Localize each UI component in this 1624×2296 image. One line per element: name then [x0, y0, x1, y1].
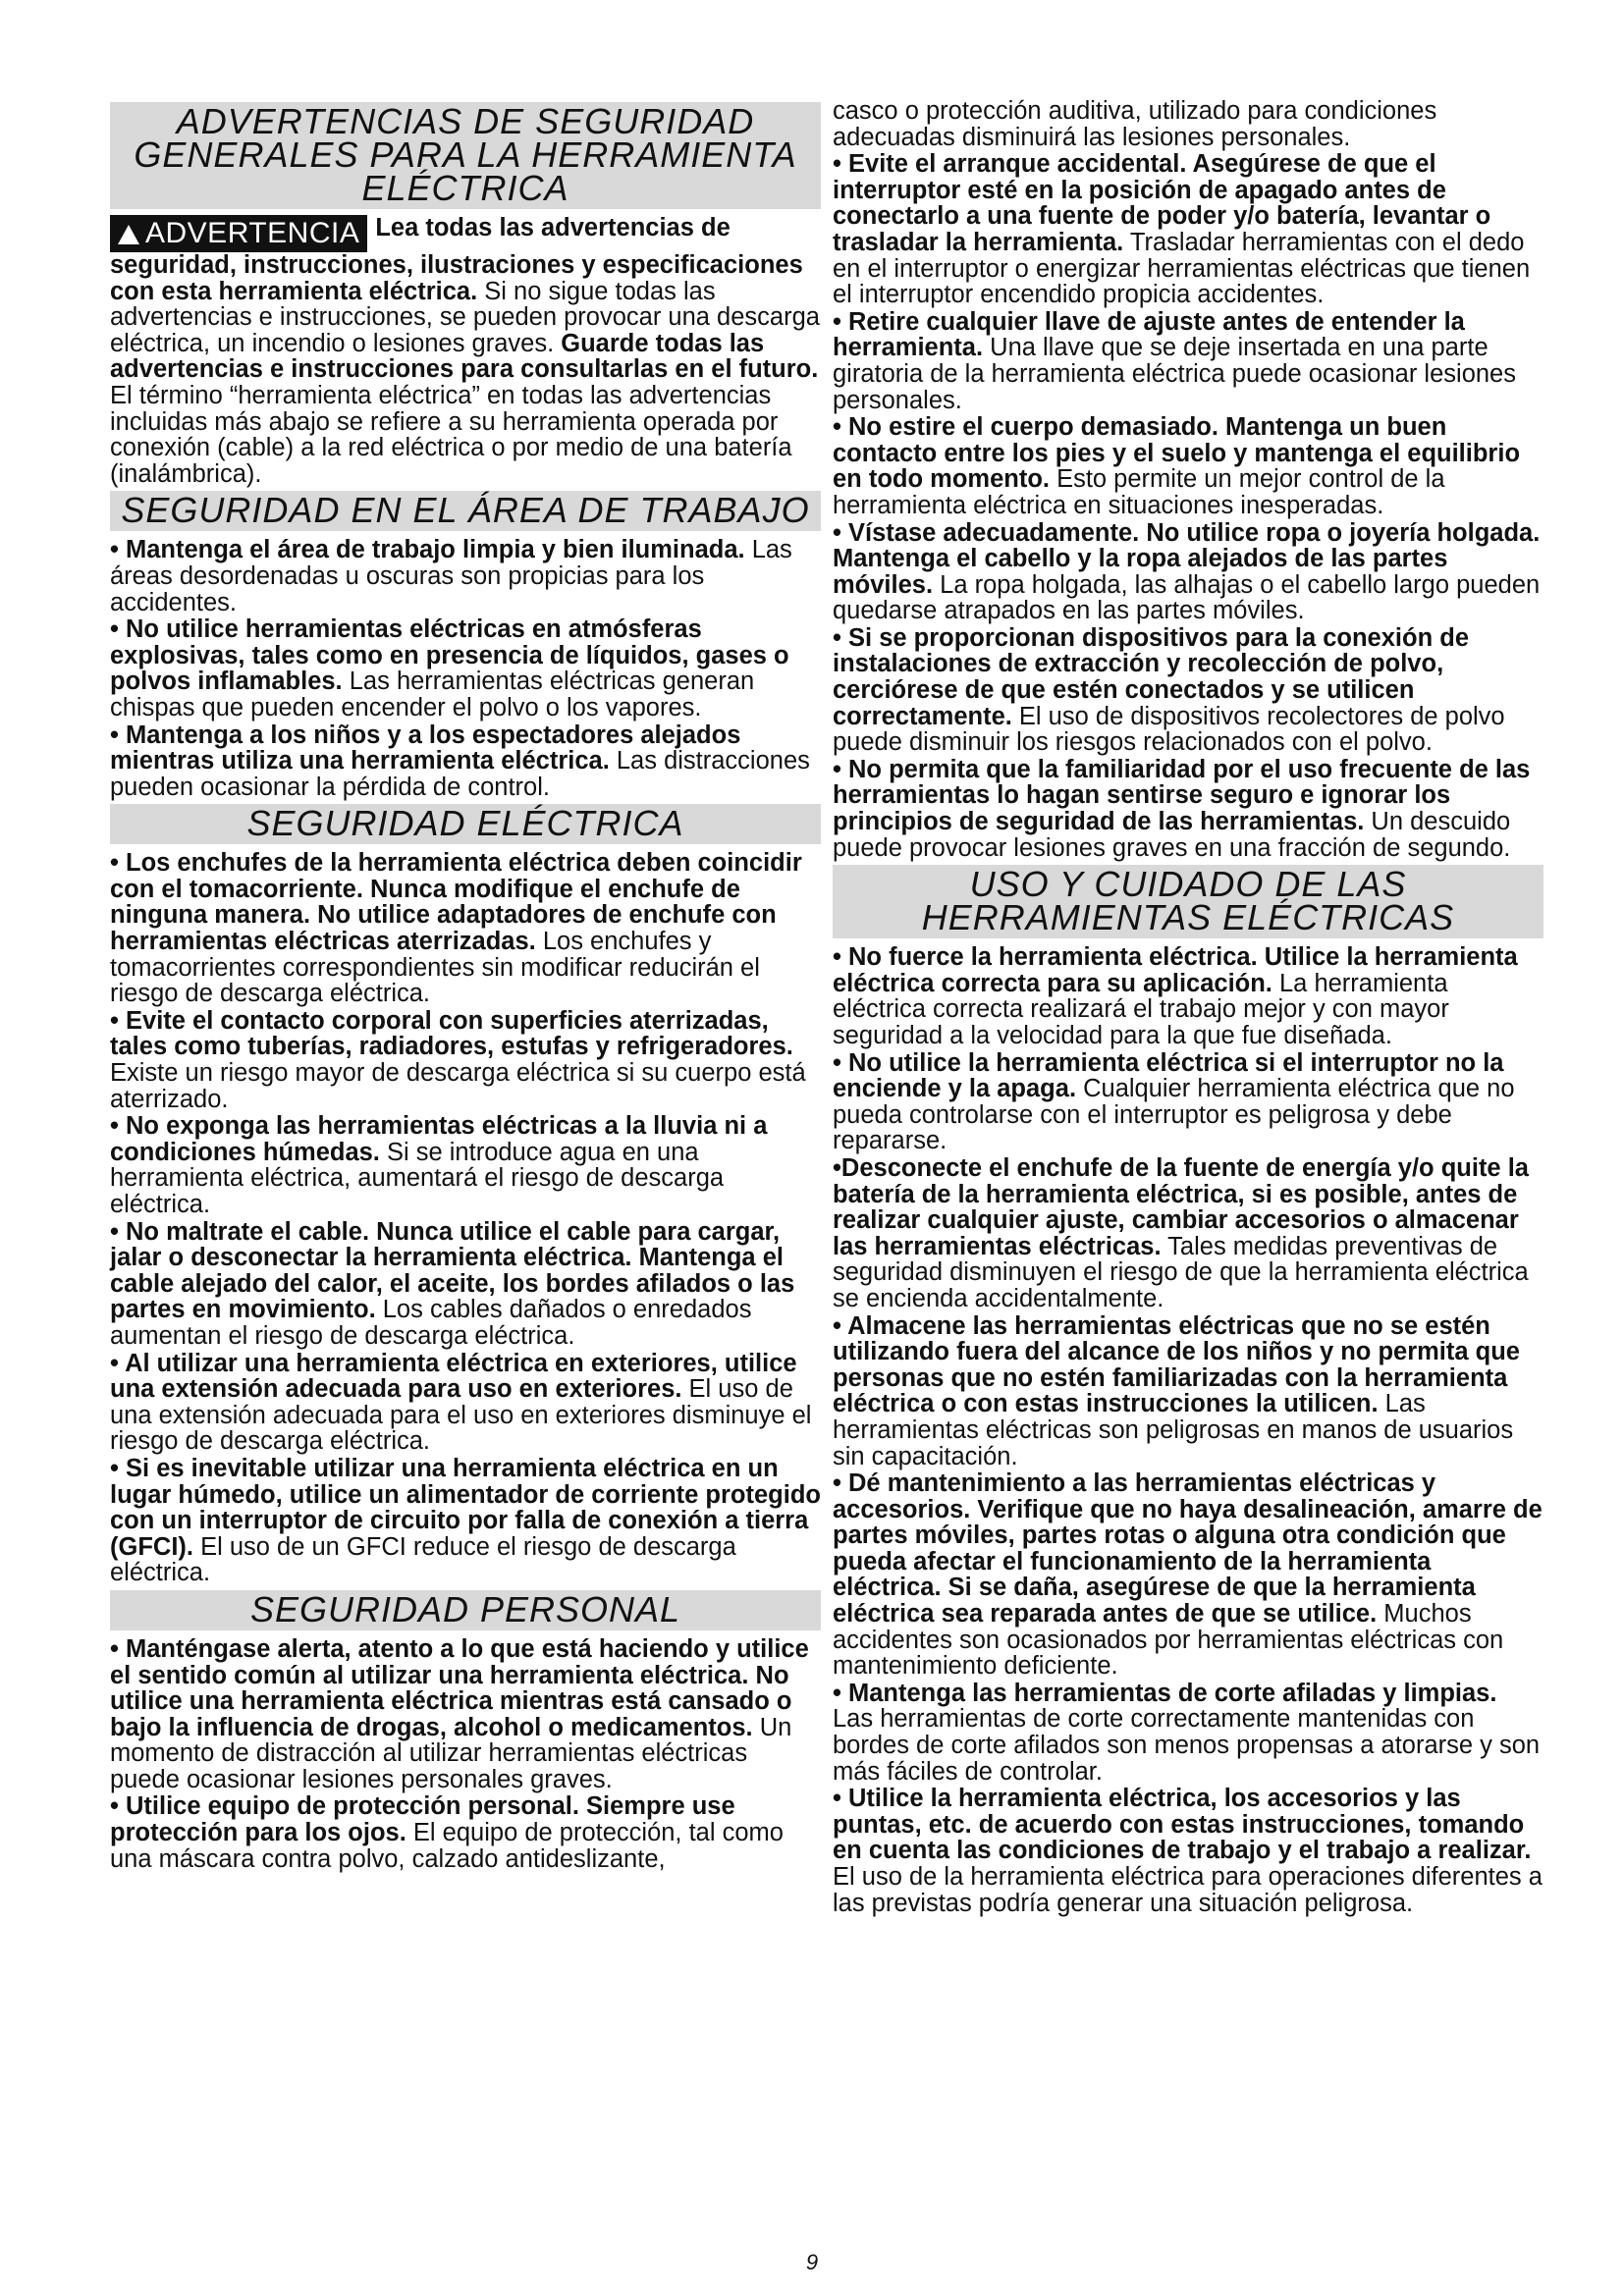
list-item: • Retire cualquier llave de ajuste antes de entender la herramienta. Una llave que se deje insertada en una parte giratoria de la herramienta eléctrica puede ocasionar lesiones personales. [833, 307, 1516, 414]
warning-paragraph [110, 215, 821, 487]
list-item: • Evite el arranque accidental. Asegúrese de que el interruptor esté en la posición de apagado antes de conectarlo a una fuente de poder y/o batería, levantar o trasladar la herramienta. Trasladar herramientas con el dedo en el interruptor o energizar herramientas eléctricas que tienen el interruptor encendido propicia accidentes. [833, 150, 1531, 309]
list-item: • Vístase adecuadamente. No utilice ropa o joyería holgada. Mantenga el cabello y la ropa alejados de las partes móviles. La ropa holgada, las alhajas o el cabello largo pueden quedarse atrapados en las partes móviles. [833, 518, 1541, 625]
list-item: • Mantenga las herramientas de corte afiladas y limpias. Las herramientas de corte correctamente mantenidas con bordes de corte afilados son menos propensas a atorarse y son más fáciles de controlar. [833, 1679, 1541, 1786]
list-item: • Dé mantenimiento a las herramientas eléctricas y accesorios. Verifique que no haya desalineación, amarre de partes móviles, partes rotas o alguna otra condición que pueda afectar el funcionamiento de la herramienta eléctrica. Si se daña, asegúrese de que la herramienta eléctrica sea reparada antes de que se utilice. Muchos accidentes son ocasionados por herramientas eléctricas con mantenimiento deficiente. [833, 1469, 1543, 1681]
list-item: • No utilice la herramienta eléctrica si el interruptor no la enciende y la apaga. Cualquier herramienta eléctrica que no pueda controlarse con el interruptor es peligrosa y debe repararse. [833, 1048, 1515, 1155]
warning-badge-label: ADVERTENCIA [145, 217, 360, 249]
list-item: • No estire el cuerpo demasiado. Mantenga un buen contacto entre los pies y el suelo y mantenga el equilibrio en todo momento. Esto permite un mejor control de la herramienta eléctrica en situaciones inesperadas. [833, 413, 1521, 519]
header-general-safety: ADVERTENCIAS DE SEGURIDAD GENERALES PARA LA HERRAMIENTA ELÉCTRICA [110, 102, 821, 209]
header-electrical: SEGURIDAD ELÉCTRICA [110, 804, 821, 844]
list-item: • Evite el contacto corporal con superficies aterrizadas, tales como tuberías, radiadores, estufas y refrigeradores. Existe un riesgo mayor de descarga eléctrica si su cuerpo está aterrizado. [110, 1006, 806, 1113]
list-item: • Utilice la herramienta eléctrica, los accesorios y las puntas, etc. de acuerdo con estas instrucciones, tomando en cuenta las condiciones de trabajo y el trabajo a realizar. El uso de la herramienta eléctrica para operaciones diferentes a las previstas podría generar una situación peligrosa. [833, 1785, 1543, 1917]
list-item: • No permita que la familiaridad por el uso frecuente de las herramientas lo hagan sentirse seguro e ignorar los principios de seguridad de las herramientas. Un descuido puede provocar lesiones graves en una fracción de segundo. [833, 755, 1531, 862]
list-item: • Los enchufes de la herramienta eléctrica deben coincidir con el tomacorriente. Nunca modifique el enchufe de ninguna manera. No utilice adaptadores de enchufe con herramientas eléctricas aterrizadas. Los enchufes y tomacorrientes correspondientes sin modificar reducirán el riesgo de descarga eléctrica. [110, 849, 802, 1008]
page-number: 9 [805, 2250, 819, 2274]
warning-bold-1: Lea todas las advertencias de seguridad, instrucciones, ilustraciones y especificaciones con esta herramienta eléctrica. [110, 214, 803, 305]
list-item: • Utilice equipo de protección personal. Siempre use protección para los ojos. El equipo de protección, tal como una máscara contra polvo, calzado antideslizante, [110, 1792, 784, 1873]
left-column [110, 98, 821, 1873]
warning-text-2: El término “herramienta eléctrica” en todas las advertencias incluidas más abajo se refiere a su herramienta operada por conexión (cable) a la red eléctrica o por medio de una batería (inalámbrica). [110, 381, 792, 488]
header-work-area: SEGURIDAD EN EL ÁREA DE TRABAJO [110, 491, 821, 531]
list-item: • No maltrate el cable. Nunca utilice el cable para cargar, jalar o desconectar la herramienta eléctrica. Mantenga el cable alejado del calor, el aceite, los bordes afilados o las partes en movimiento. Los cables dañados o enredados aumentan el riesgo de descarga eléctrica. [110, 1217, 795, 1350]
list-item: • Mantenga el área de trabajo limpia y bien iluminada. Las áreas desordenadas u oscuras son propicias para los accidentes. [110, 536, 792, 616]
list-item: • Manténgase alerta, atento a lo que está haciendo y utilice el sentido común al utilizar una herramienta eléctrica. No utilice una herramienta eléctrica mientras está cansado o bajo la influencia de drogas, alcohol o medicamentos. Un momento de distracción al utilizar herramientas eléctricas puede ocasionar lesiones personales graves. [110, 1634, 809, 1793]
right-column [833, 98, 1543, 1917]
list-item: • Almacene las herramientas eléctricas que no se estén utilizando fuera del alcance de los niños y no permita que personas que no estén familiarizadas con la herramienta eléctrica o con estas instrucciones la utilicen. Las herramientas eléctricas son peligrosas en manos de usuarios sin capacitación. [833, 1311, 1520, 1470]
warning-triangle-icon [118, 225, 139, 244]
warning-badge [110, 215, 367, 252]
list-item: • No utilice herramientas eléctricas en atmósferas explosivas, tales como en presencia de líquidos, gases o polvos inflamables. Las herramientas eléctricas generan chispas que pueden encender el polvo o los vapores. [110, 615, 789, 721]
list-item: •Desconecte el enchufe de la fuente de energía y/o quite la batería de la herramienta eléctrica, si es posible, antes de realizar cualquier ajuste, cambiar accesorios o almacenar las herramientas eléctricas. Tales medidas preventivas de seguridad disminuyen el riesgo de que la herramienta eléctrica se encienda accidentalmente. [833, 1153, 1529, 1312]
header-tool-use-care: USO Y CUIDADO DE LAS HERRAMIENTAS ELÉCTRICAS [833, 865, 1543, 938]
list-item: • No fuerce la herramienta eléctrica. Utilice la herramienta eléctrica correcta para su aplicación. La herramienta eléctrica correcta realizará el trabajo mejor y con mayor seguridad a la velocidad para la que fue diseñada. [833, 943, 1518, 1049]
list-item: • Al utilizar una herramienta eléctrica en exteriores, utilice una extensión adecuada para uso en exteriores. El uso de una extensión adecuada para el uso en exteriores disminuye el riesgo de descarga eléctrica. [110, 1349, 812, 1456]
personal-continuation: casco o protección auditiva, utilizado para condiciones adecuadas disminuirá las lesiones personales. [833, 97, 1437, 151]
warning-text-1: Si no sigue todas las advertencias e instrucciones, se pueden provocar una descarga eléctrica, un incendio o lesiones graves. [110, 277, 820, 357]
list-item: • No exponga las herramientas eléctricas a la lluvia ni a condiciones húmedas. Si se introduce agua en una herramienta eléctrica, aumentará el riesgo de descarga eléctrica. [110, 1112, 768, 1218]
list-item: • Si es inevitable utilizar una herramienta eléctrica en un lugar húmedo, utilice un alimentador de corriente protegido con un interruptor de circuito por falla de conexión a tierra (GFCI). El uso de un GFCI reduce el riesgo de descarga eléctrica. [110, 1454, 821, 1587]
list-item: • Mantenga a los niños y a los espectadores alejados mientras utiliza una herramienta eléctrica. Las distracciones pueden ocasionar la pérdida de control. [110, 721, 810, 801]
header-personal: SEGURIDAD PERSONAL [110, 1590, 821, 1630]
list-item: • Si se proporcionan dispositivos para la conexión de instalaciones de extracción y recolección de polvo, cerciórese de que estén conectados y se utilicen correctamente. El uso de dispositivos recolectores de polvo puede disminuir los riesgos relacionados con el polvo. [833, 623, 1505, 757]
warning-bold-2: Guarde todas las advertencias e instrucciones para consultarlas en el futuro. [110, 329, 819, 384]
